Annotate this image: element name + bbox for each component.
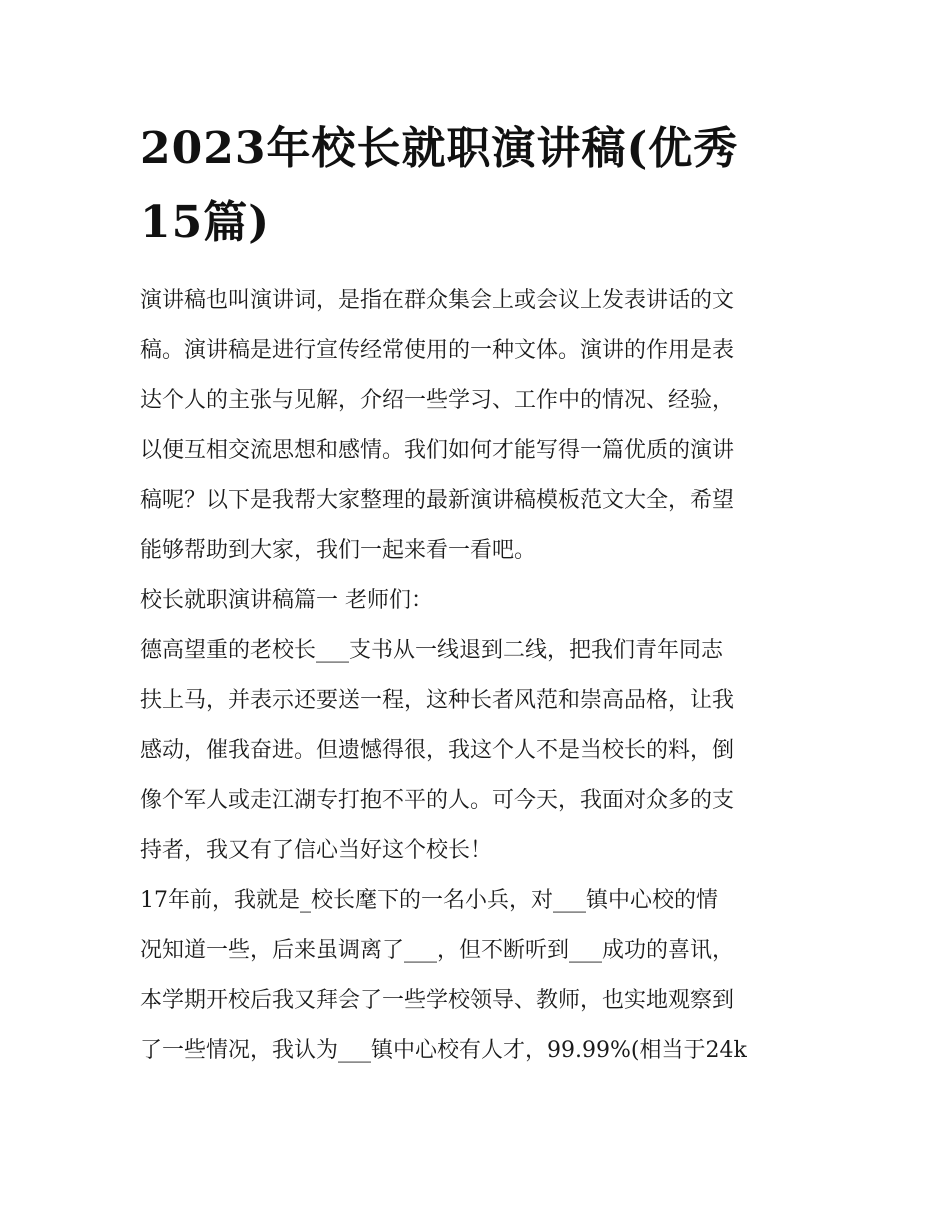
- text-line: 达个人的主张与见解，介绍一些学习、工作中的情况、经验，: [140, 388, 735, 413]
- text-line: 感动，催我奋进。但遗憾得很，我这个人不是当校长的料，倒: [140, 738, 735, 763]
- intro-paragraph: [140, 276, 820, 576]
- text-line: 稿呢？以下是我帮大家整理的最新演讲稿模板范文大全，希望: [140, 488, 735, 513]
- text-line: 况知道一些，后来虽调离了___，但不断听到___成功的喜讯，: [140, 938, 735, 963]
- text-line: 以便互相交流思想和感情。我们如何才能写得一篇优质的演讲: [140, 438, 735, 463]
- text-line: 稿。演讲稿是进行宣传经常使用的一种文体。演讲的作用是表: [140, 338, 735, 363]
- text-line: 像个军人或走江湖专打抱不平的人。可今天，我面对众多的支: [140, 788, 735, 813]
- section-heading: 校长就职演讲稿篇一 老师们：: [140, 588, 433, 613]
- text-line: 持者，我又有了信心当好这个校长！: [140, 838, 493, 863]
- text-line: 扶上马，并表示还要送一程，这种长者风范和崇高品格，让我: [140, 688, 735, 713]
- paragraph-1: [140, 626, 820, 876]
- title-line: 15篇): [140, 197, 271, 248]
- document-title: [140, 112, 820, 260]
- text-line: 17年前，我就是_校长麾下的一名小兵，对___镇中心校的情: [140, 888, 718, 913]
- text-line: 德高望重的老校长___支书从一线退到二线，把我们青年同志: [140, 638, 724, 663]
- document-body: [140, 276, 820, 1076]
- title-line: 2023年校长就职演讲稿(优秀: [140, 123, 739, 174]
- text-line: 能够帮助到大家，我们一起来看一看吧。: [140, 538, 537, 563]
- text-line: 演讲稿也叫演讲词，是指在群众集会上或会议上发表讲话的文: [140, 288, 735, 313]
- text-line: 本学期开校后我又拜会了一些学校领导、教师，也实地观察到: [140, 988, 735, 1013]
- text-line: 了一些情况，我认为___镇中心校有人才，99.99%(相当于24k: [140, 1038, 747, 1063]
- paragraph-2: [140, 876, 820, 1076]
